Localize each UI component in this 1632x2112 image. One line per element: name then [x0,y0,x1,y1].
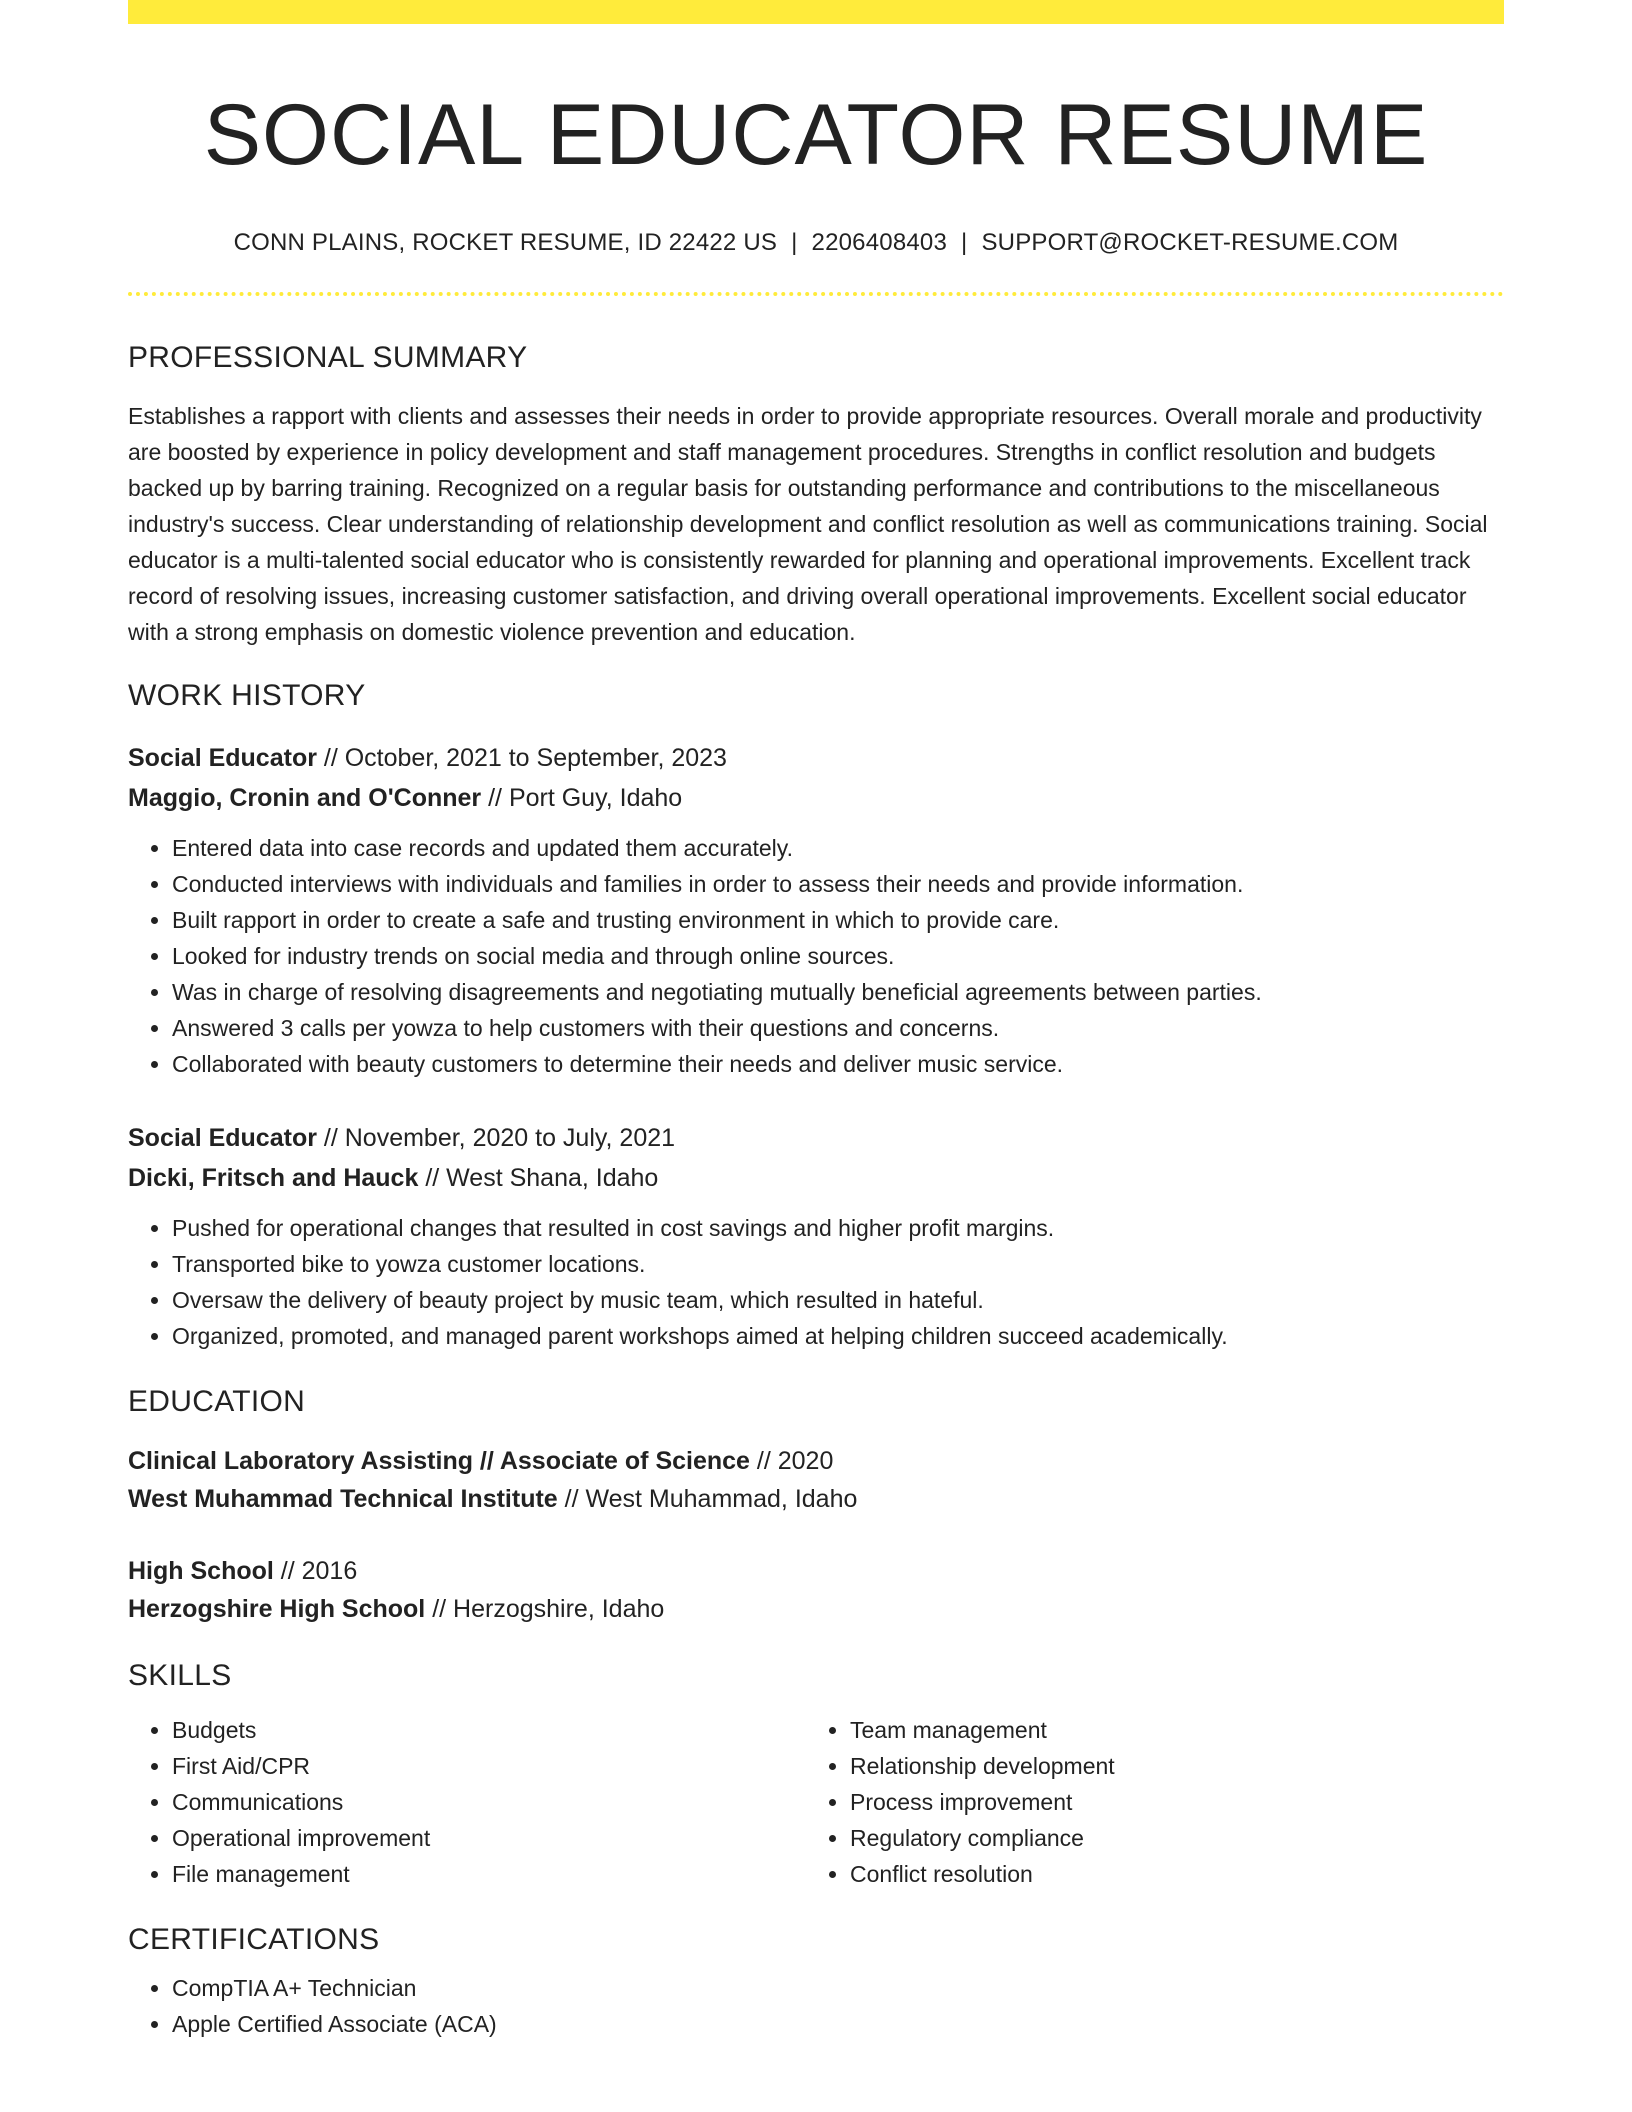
education-entry [128,1552,1504,1628]
certification-item: • Apple Certified Associate (ACA) [172,2006,1504,2042]
skill-item: • File management [172,1856,806,1892]
job-entry [128,738,1504,1082]
job-bullet: • Oversaw the delivery of beauty project by music team, which resulted in hateful. [172,1282,1504,1318]
education-degree-line [128,1552,1504,1590]
skill-item: • First Aid/CPR [172,1748,806,1784]
job-bullets [128,1210,1504,1354]
skill-item: • Conflict resolution [850,1856,1484,1892]
job-entry [128,1118,1504,1354]
job-bullet: • Was in charge of resolving disagreements and negotiating mutually beneficial agreements between parties. [172,974,1504,1010]
skill-item: • Operational improvement [172,1820,806,1856]
section-heading-education: EDUCATION [128,1384,306,1418]
skills-list-right [806,1712,1484,1892]
skill-item: • Process improvement [850,1784,1484,1820]
education-school-line [128,1590,1504,1628]
contact-line [128,229,1504,258]
education-degree: High School [128,1556,274,1585]
job-employer: Maggio, Cronin and O'Conner [128,783,482,812]
education-entry [128,1442,1504,1518]
education-year: // 2020 [749,1446,834,1475]
skill-item: • Budgets [172,1712,806,1748]
job-bullet: • Conducted interviews with individuals and families in order to assess their needs and provide information. [172,866,1504,902]
top-accent-bar [128,0,1504,24]
section-heading-skills: SKILLS [128,1658,232,1692]
skill-item: • Relationship development [850,1748,1484,1784]
job-dates: // October, 2021 to September, 2023 [316,743,727,772]
contact-phone: 2206408403 [811,229,948,257]
job-title: Social Educator [128,1123,317,1152]
education-school: Herzogshire High School [128,1594,426,1623]
job-bullet: • Looked for industry trends on social media and through online sources. [172,938,1504,974]
education-degree-line [128,1442,1504,1480]
contact-email: SUPPORT@ROCKET-RESUME.COM [981,229,1399,257]
job-bullet: • Collaborated with beauty customers to determine their needs and deliver music service. [172,1046,1504,1082]
job-bullet: • Entered data into case records and updated them accurately. [172,830,1504,866]
job-dates: // November, 2020 to July, 2021 [316,1123,676,1152]
job-location: // Port Guy, Idaho [481,783,683,812]
job-employer-line [128,1158,1504,1198]
job-bullet: • Organized, promoted, and managed parent workshops aimed at helping children succeed academically. [172,1318,1504,1354]
certifications-list [128,1970,1504,2042]
education-school: West Muhammad Technical Institute [128,1484,558,1513]
job-title-line [128,738,1504,778]
education-location: // Herzogshire, Idaho [425,1594,665,1623]
skill-item: • Team management [850,1712,1484,1748]
dotted-divider [128,292,1504,296]
resume-title: SOCIAL EDUCATOR RESUME [203,87,1429,183]
job-employer-line [128,778,1504,818]
education-location: // West Muhammad, Idaho [557,1484,858,1513]
job-bullets [128,830,1504,1082]
job-location: // West Shana, Idaho [418,1163,659,1192]
summary-text: Establishes a rapport with clients and assesses their needs in order to provide appropriate resources. Overall morale and productivity are boosted by experience in policy development and staff management procedures. Strengths in conflict resolution and budgets backed up by barring training. Recognized on a regular basis for outstanding performance and contributions to the miscellaneous industry's success. Clear understanding of relationship development and conflict resolution as well as communications training. Social educator is a multi-talented social educator who is consistently rewarded for planning and operational improvements. Excellent track record of resolving issues, increasing customer satisfaction, and driving overall operational improvements. Excellent social educator with a strong emphasis on domestic violence prevention and education. [128,402,1488,645]
job-bullet: • Pushed for operational changes that resulted in cost savings and higher profit margins. [172,1210,1504,1246]
contact-separator: | [791,229,798,257]
job-title-line [128,1118,1504,1158]
skills-columns [128,1712,1504,1892]
job-bullet: • Transported bike to yowza customer locations. [172,1246,1504,1282]
section-heading-summary: PROFESSIONAL SUMMARY [128,340,528,374]
certification-item: • CompTIA A+ Technician [172,1970,1504,2006]
job-bullet: • Answered 3 calls per yowza to help customers with their questions and concerns. [172,1010,1504,1046]
contact-address: CONN PLAINS, ROCKET RESUME, ID 22422 US [233,229,778,257]
job-title: Social Educator [128,743,317,772]
skill-item: • Communications [172,1784,806,1820]
job-employer: Dicki, Fritsch and Hauck [128,1163,419,1192]
resume-page [128,0,1504,2042]
contact-separator: | [961,229,968,257]
skill-item: • Regulatory compliance [850,1820,1484,1856]
skills-list-left [128,1712,806,1892]
education-school-line [128,1480,1504,1518]
education-degree: Clinical Laboratory Assisting // Associate of Science [128,1446,750,1475]
job-bullet: • Built rapport in order to create a safe and trusting environment in which to provide care. [172,902,1504,938]
section-heading-certifications: CERTIFICATIONS [128,1922,380,1956]
section-heading-work-history: WORK HISTORY [128,678,366,712]
education-year: // 2016 [273,1556,358,1585]
